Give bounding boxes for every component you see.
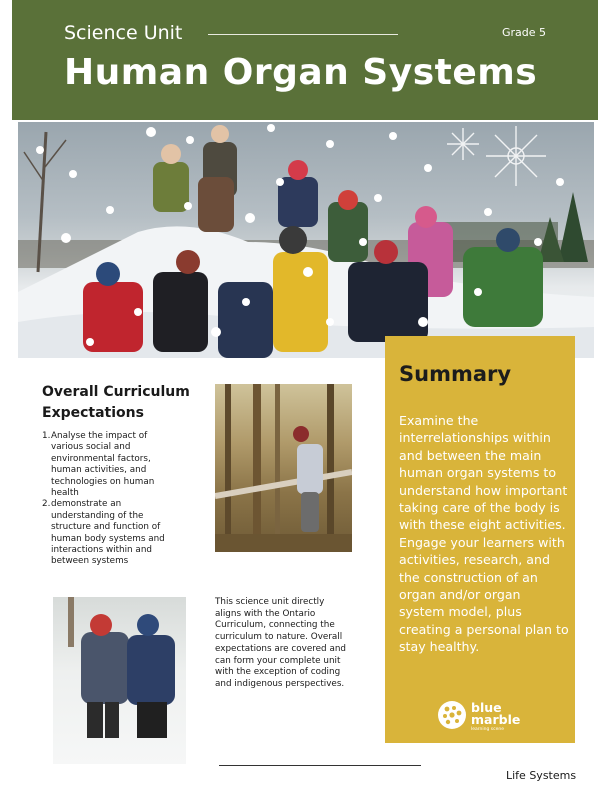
grade-label: Grade 5 [501,26,546,39]
list-item-text: Analyse the impact of various social and environmental factors, human activities, and technologies on human health [51,431,155,499]
unit-label: Science Unit [64,22,183,44]
hero-illustration [18,122,594,358]
hero-photo-children-on-snow [18,122,594,358]
list-item-number: 1. [42,431,51,441]
footer-label: Life Systems [506,769,577,782]
summary-title: Summary [399,362,512,386]
kids-illustration [53,597,186,764]
logo-subtitle: learning scene [471,727,504,732]
logo-word-marble: marble [471,712,521,727]
list-item-text: demonstrate an understanding of the structure and function of human body systems and interactions within and between systems [51,499,165,567]
summary-panel [385,336,575,743]
footer-divider [219,765,421,766]
header-divider [208,34,398,35]
header-banner [12,0,598,120]
page-title: Human Organ Systems [64,52,538,93]
list-item [42,499,178,567]
logo-word-blue: blue [471,700,502,715]
photo-child-in-forest [215,384,352,552]
curriculum-list [42,431,178,568]
unit-description: This science unit directly aligns with the Ontario Curriculum, connecting the curriculum to nature. Overall expectations are covered and can form your complete unit with the exception of coding and indigenous perspectives. [215,597,346,689]
marble-logo-icon [437,700,467,730]
list-item-number: 2. [42,499,51,510]
blue-marble-logo [437,698,537,734]
photo-two-children-in-snow [53,597,186,764]
summary-text: Examine the interrelationships within and between the main human organ systems to understand how important taking care of the body is with these eight activities. Engage your learners with activities, research, and the construction of an organ and/or organ system model, plus creating a personal plan to stay healthy. [399,413,569,655]
curriculum-heading: Overall Curriculum Expectations [42,384,190,421]
list-item [42,431,178,499]
forest-illustration [215,384,352,552]
